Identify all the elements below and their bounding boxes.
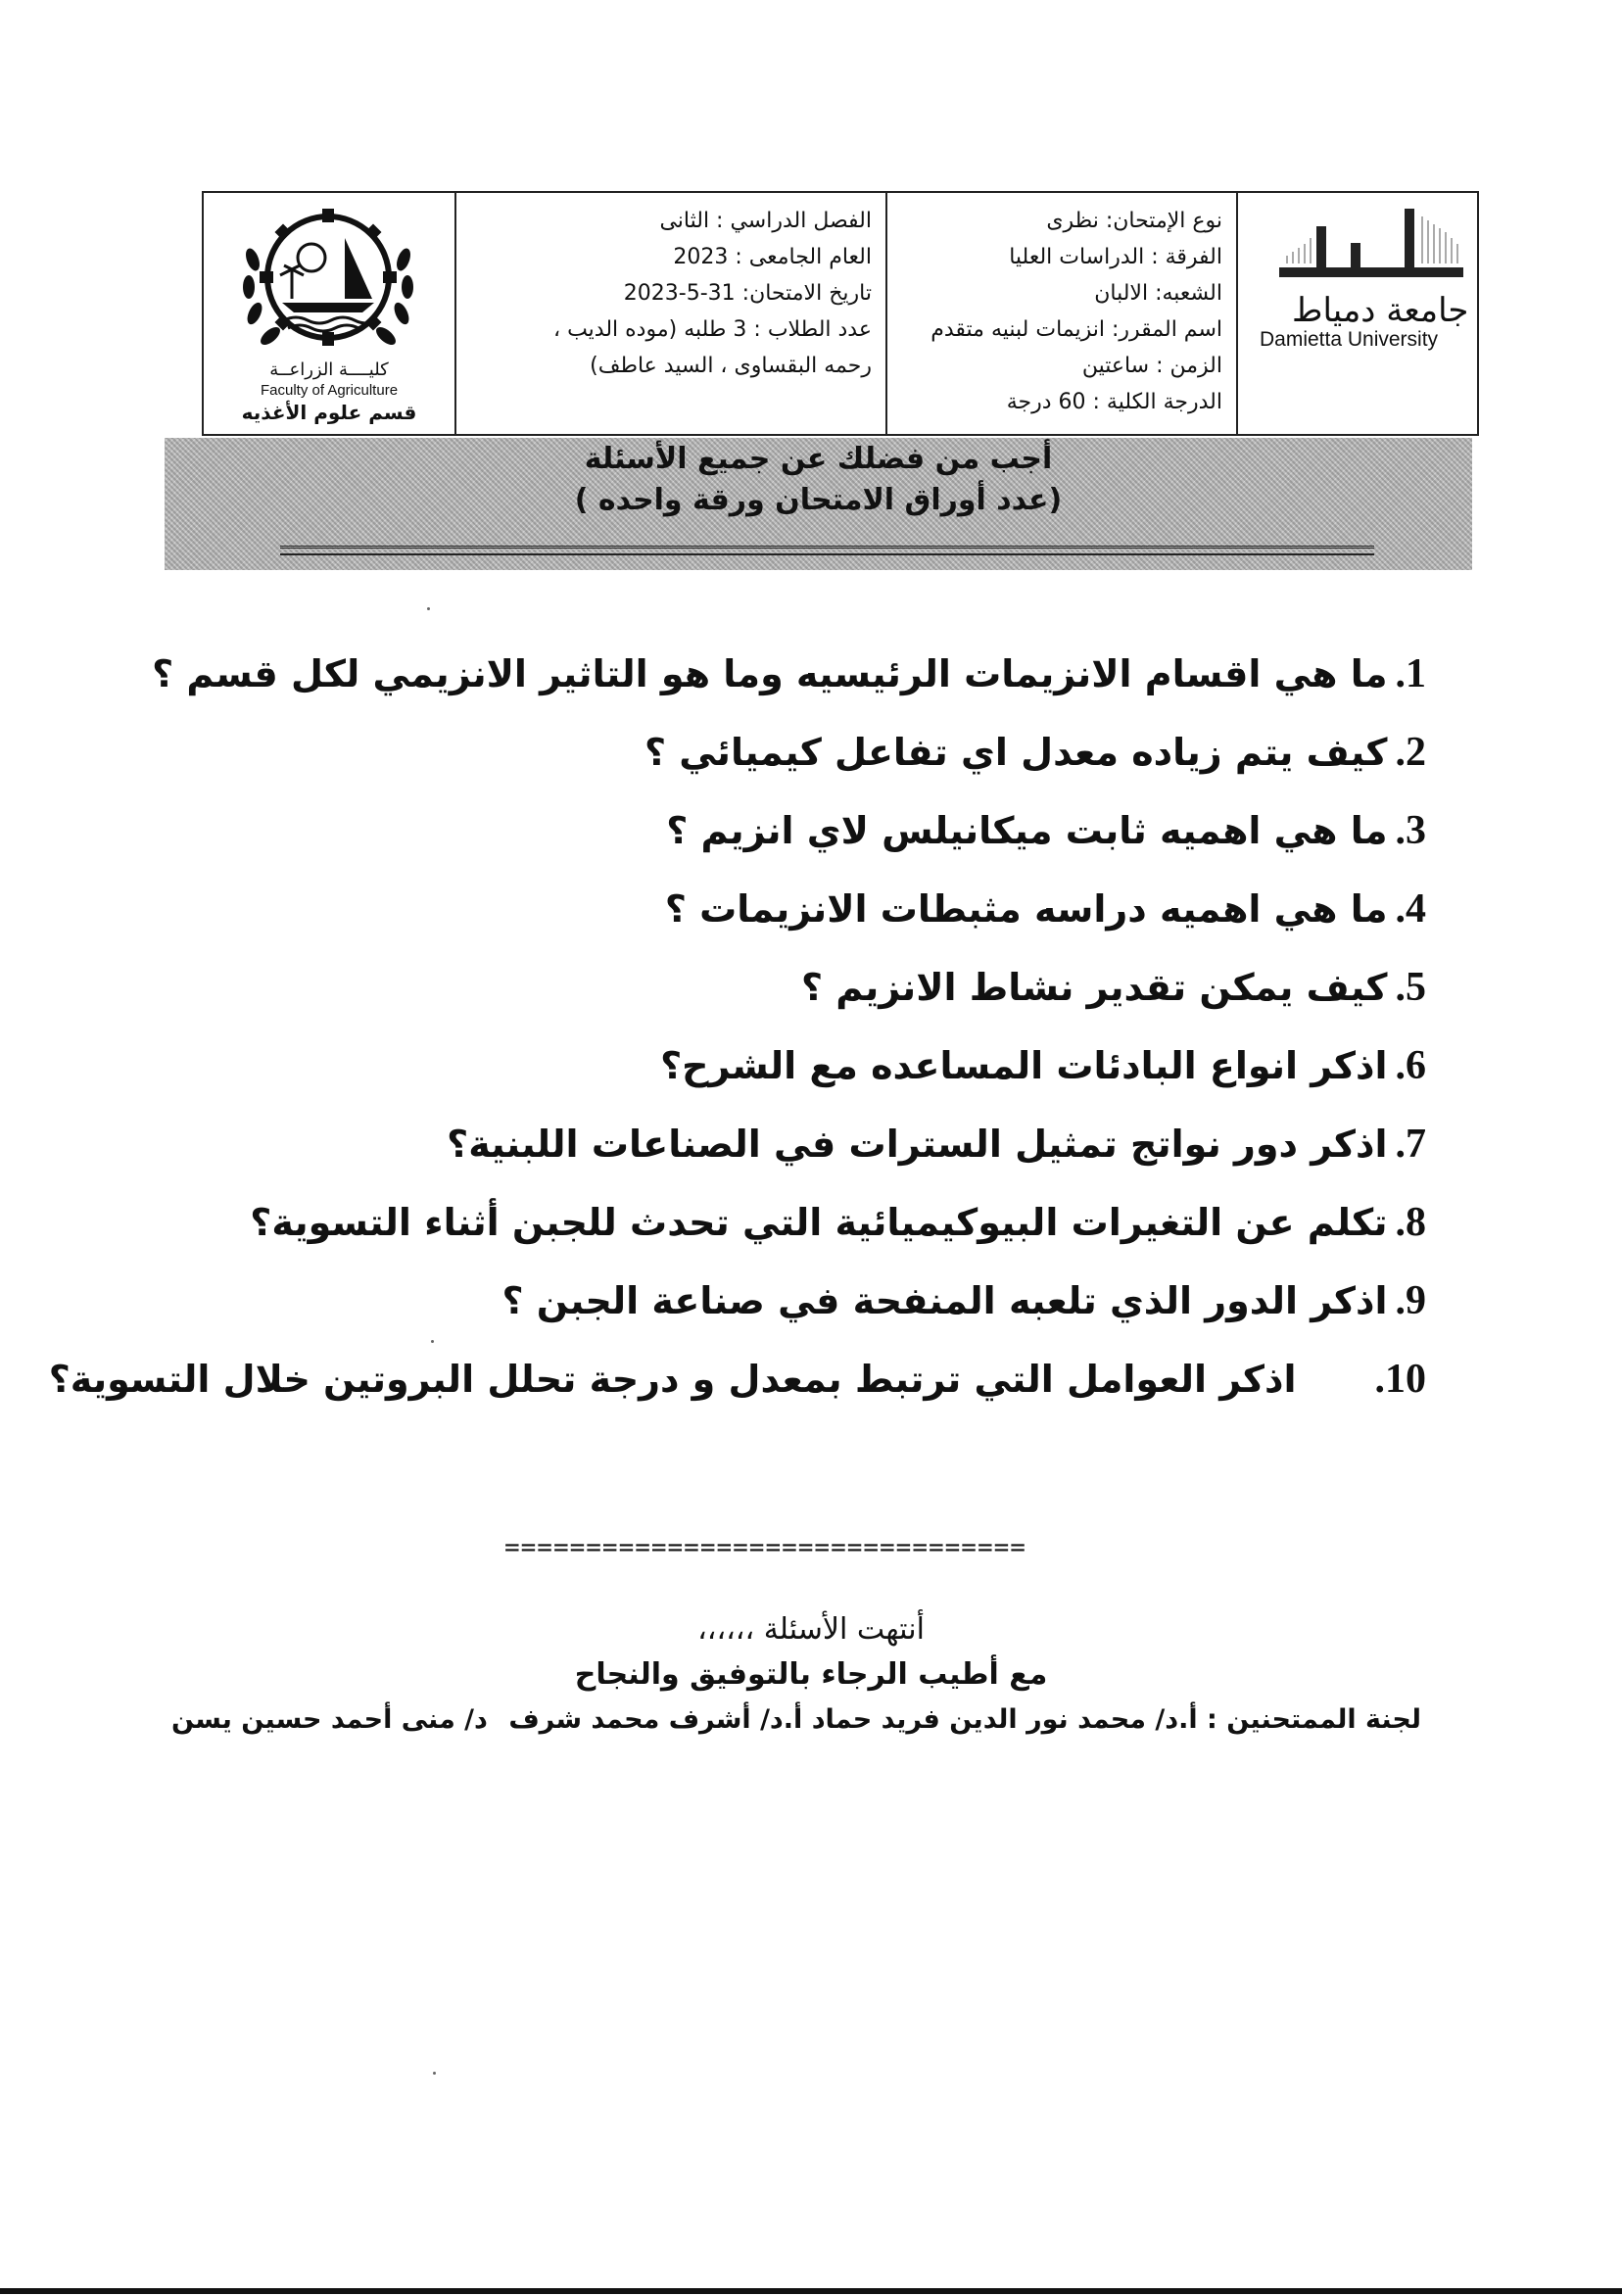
exam-header [202,191,1479,436]
instructions-line-2: (عدد أوراق الامتحان ورقة واحده ) [574,483,1063,517]
question-number: 5. [1395,965,1426,1010]
student-level: الفرقة : الدراسات العليا [1009,245,1222,269]
course-name: اسم المقرر: انزيمات لبنيه متقدم [930,317,1222,342]
question-item [212,1033,1426,1112]
instructions-banner [165,438,1472,570]
scan-speck [431,1340,434,1343]
banner-divider-2 [280,553,1374,555]
question-item [152,642,1426,720]
question-item [212,1112,1426,1190]
question-number: 6. [1395,1043,1426,1088]
division: الشعبه: الالبان [1094,281,1222,306]
committee-members: لجنة الممتحنين : أ.د/ محمد نور الدين فريد حماد أ.د/ أشرف محمد شرف [508,1704,1421,1735]
question-item [212,955,1426,1033]
question-number: 8. [1395,1200,1426,1245]
question-number: 3. [1395,808,1426,853]
question-text: اذكر الدور الذي تلعبه المنفحة في صناعة الجبن ؟ [501,1279,1388,1322]
scan-speck [433,2072,436,2075]
question-number: 10. [1374,1357,1426,1402]
question-text: تكلم عن التغيرات البيوكيميائية التي تحدث للجبن أثناء التسوية؟ [250,1201,1388,1244]
separator-line: ================================ [504,1533,1026,1562]
question-text: كيف يمكن تقدير نشاط الانزيم ؟ [800,966,1388,1009]
semester-info-cell [456,193,887,434]
examiners-committee [160,1704,1421,1735]
faculty-name-arabic: كليــــة الزراعــة [269,359,389,380]
question-item [212,1190,1426,1268]
question-item [48,1347,1426,1425]
question-text: ما هي اهميه ثابت ميكانيلس لاي انزيم ؟ [666,809,1388,852]
question-text: ما هي اقسام الانزيمات الرئيسيه وما هو التاثير الانزيمي لكل قسم ؟ [152,652,1388,695]
exam-type: نوع الإمتحان: نظرى [1046,209,1222,233]
university-name-arabic: جامعة دمياط [1292,291,1469,330]
question-text: اذكر انواع البادئات المساعده مع الشرح؟ [660,1044,1388,1087]
questions-list [48,642,1426,1425]
committee-member-3: د/ منى أحمد حسين يسن [170,1704,488,1735]
university-name-english: Damietta University [1260,328,1439,351]
faculty-emblem-icon [235,201,421,369]
question-text: ما هي اهميه دراسه مثبطات الانزيمات ؟ [664,887,1388,931]
end-of-questions: أنتهت الأسئلة ،،،،،، [697,1612,925,1647]
exam-info-cell [887,193,1238,434]
semester-label: الفصل الدراسي : الثانى [659,209,872,233]
question-number: 7. [1395,1122,1426,1167]
banner-divider [280,546,1374,549]
question-item [212,877,1426,955]
instructions-line-1: أجب من فضلك عن جميع الأسئلة [584,442,1053,476]
question-text: اذكر دور نواتج تمثيل السترات في الصناعات اللبنية؟ [447,1123,1388,1166]
good-luck-wishes: مع أطيب الرجاء بالتوفيق والنجاح [574,1657,1048,1692]
academic-year: العام الجامعى : 2023 [673,245,872,269]
exam-date: تاريخ الامتحان: 31-5-2023 [623,281,872,306]
question-number: 2. [1395,730,1426,775]
department-name: قسم علوم الأغذيه [241,401,417,424]
scan-bottom-edge [0,2288,1622,2294]
question-item [212,798,1426,877]
total-marks: الدرجة الكلية : 60 درجة [1006,390,1222,414]
question-number: 1. [1395,651,1426,696]
question-number: 9. [1395,1278,1426,1323]
question-text: كيف يتم زياده معدل اي تفاعل كيميائي ؟ [644,731,1388,774]
scan-speck [427,607,430,610]
exam-duration: الزمن : ساعتين [1081,354,1222,378]
students-names: رحمه البقساوى ، السيد عاطف) [590,354,872,378]
faculty-name-english: Faculty of Agriculture [260,382,399,399]
question-text: اذكر العوامل التي ترتبط بمعدل و درجة تحلل البروتين خلال التسوية؟ [48,1358,1297,1401]
question-item [212,720,1426,798]
faculty-cell [204,193,456,434]
question-number: 4. [1395,886,1426,932]
university-cell [1238,193,1477,434]
students-count: عدد الطلاب : 3 طلبه (موده الديب ، [552,317,872,342]
question-item [212,1268,1426,1347]
